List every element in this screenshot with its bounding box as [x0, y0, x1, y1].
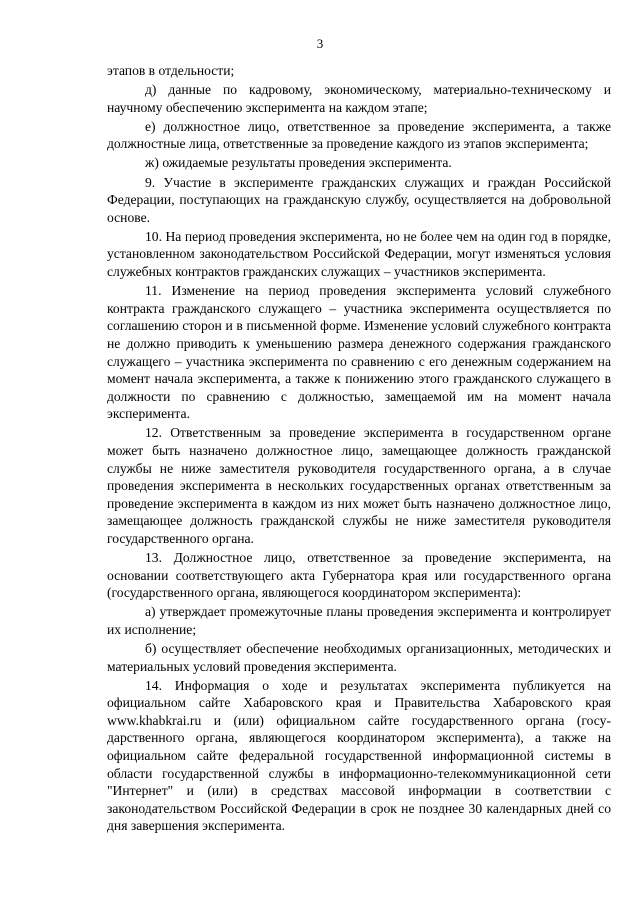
paragraph-14: 14. Информация о ходе и результатах эксперимента публикуется на официальном сайте Хабаровского края и Правительства Хабаровского края www.khabkrai.ru и (или) официальном сайте государственного органа (государственного органа, являющегося координатором эксперимента), а также на официальном сайте федеральной государственной информационной системы в области государственной службы в информационно-телекоммуникационной сети "Интернет" и (или) в средствах массовой информации в соответствии с законодательством Российской Федерации в срок не позднее 30 календарных дней со дня завершения эксперимента. — [107, 677, 611, 834]
document-body — [107, 62, 611, 837]
paragraph-12: 12. Ответственным за проведение эксперимента в государственном органе может быть назначено должностное лицо, замещающее должность гражданской службы не ниже заместителя руководителя государственного органа, а в случае проведения эксперимента в нескольких государственных органах ответственным за проведение эксперимента в каждом из них может быть назначено должностное лицо, замещающее должность гражданской службы не ниже заместителя руководителя государственного органа. — [107, 425, 611, 546]
page-number: 3 — [316, 36, 324, 51]
paragraph-13-a: а) утверждает промежуточные планы проведения эксперимента и контролирует их исполнение; — [107, 604, 611, 637]
paragraph-9: 9. Участие в эксперименте гражданских служащих и граждан Российской Федерации, поступающих на гражданскую службу, осуществляется на добровольной основе. — [107, 174, 611, 225]
paragraph-10: 10. На период проведения эксперимента, но не более чем на один год в порядке, установленном законодательством Российской Федерации, могут изменяться условия служебных контрактов гражданских служащих – участников эксперимента. — [107, 228, 611, 280]
paragraph-item-zh: ж) ожидаемые результаты проведения эксперимента. — [145, 155, 452, 171]
paragraph-item-e: е) должностное лицо, ответственное за проведение эксперимента, а также должностные лица, ответственные за проведение каждого из этапов эксперимента; — [107, 118, 611, 152]
paragraph-11: 11. Изменение на период проведения эксперимента условий служебного контракта гражданского служащего – участника эксперимента осуществляется по соглашению сторон и в письменной форме. Изменение условий служебного контракта не должно приводить к уменьшению размера денежного содержания гражданского служащего – участника эксперимента по сравнению с его денежным содержанием на момент начала эксперимента, а также к понижению этого гражданского служащего в должности по сравнению с должностью, замещаемой им на момент начала эксперимента. — [107, 283, 611, 422]
paragraph-13-b: б) осуществляет обеспечение необходимых организационных, методических и материальных условий проведения эксперимента. — [107, 641, 611, 674]
paragraph-continuation: этапов в отдельности; — [107, 63, 235, 78]
paragraph-item-d: д) данные по кадровому, экономическому, материально-техническому и научному обеспечению эксперимента на каждом этапе; — [107, 82, 611, 115]
paragraph-13: 13. Должностное лицо, ответственное за проведение эксперимента, на основании соответствующего акта Губернатора края или государственного органа (государственного органа, являющегося координатором эксперимента): — [107, 550, 611, 601]
